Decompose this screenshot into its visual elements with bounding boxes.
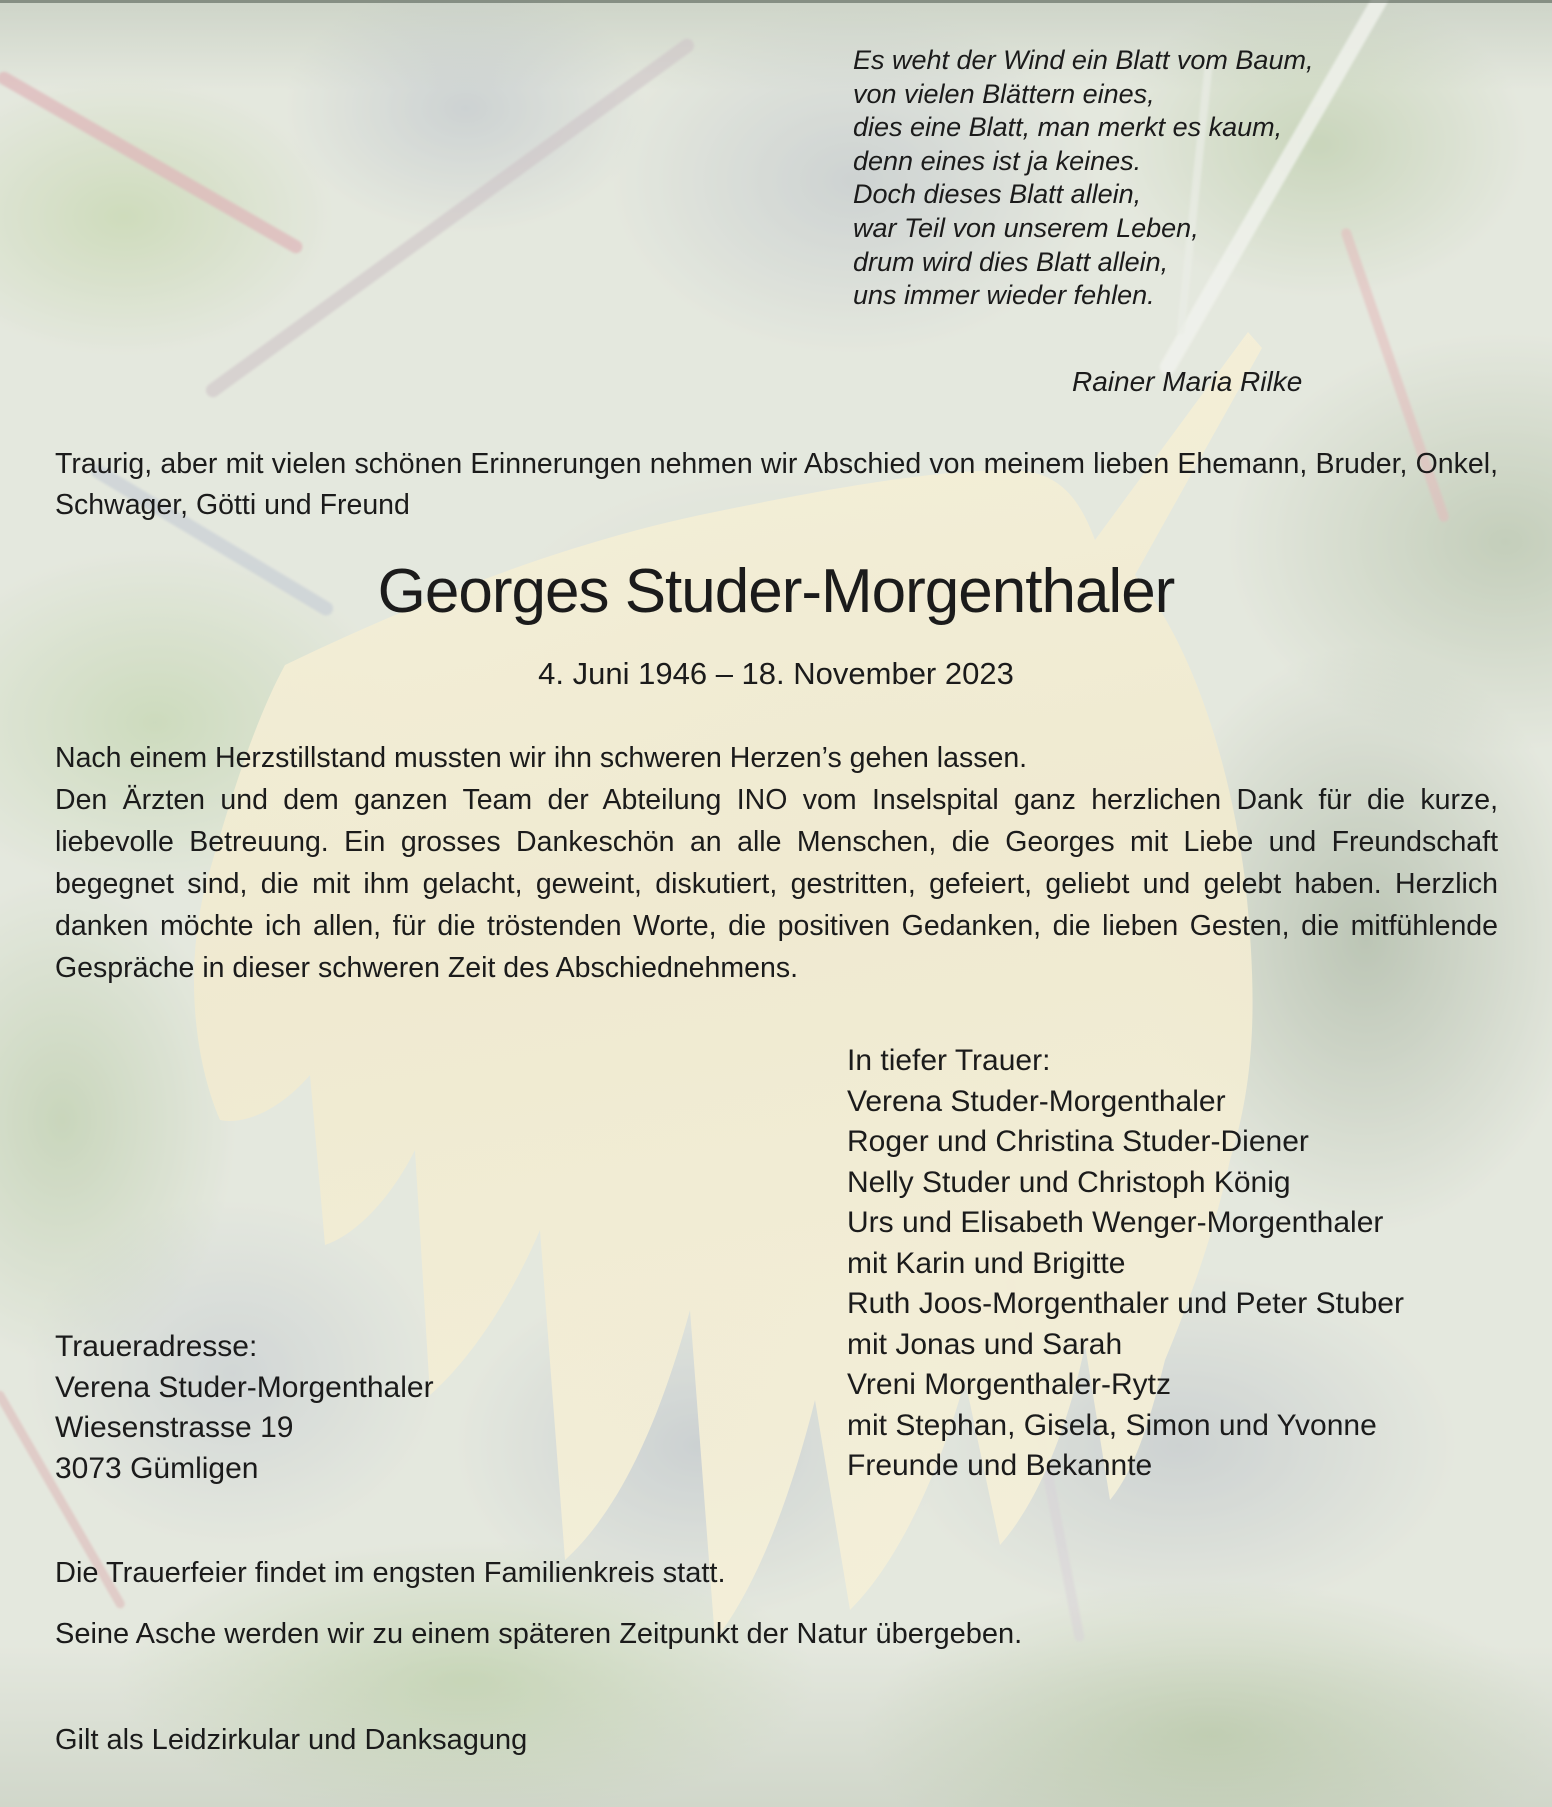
mourner-name: Urs und Elisabeth Wenger-Morgenthaler bbox=[847, 1206, 1384, 1239]
photo-top-edge bbox=[0, 0, 1552, 3]
mourner-name: mit Karin und Brigitte bbox=[847, 1246, 1126, 1280]
address-line: Verena Studer-Morgenthaler bbox=[55, 1370, 434, 1404]
address-line: Wiesenstrasse 19 bbox=[55, 1411, 294, 1444]
mourners-list bbox=[847, 1082, 1404, 1487]
poem-line: drum wird dies Blatt allein, bbox=[853, 246, 1169, 277]
mourners-heading: In tiefer Trauer: bbox=[847, 1044, 1051, 1077]
body-text bbox=[55, 737, 1498, 989]
poem-line: dies eine Blatt, man merkt es kaum, bbox=[853, 112, 1283, 143]
deceased-name: Georges Studer-Morgenthaler bbox=[377, 557, 1175, 626]
intro-paragraph: Traurig, aber mit vielen schönen Erinnerungen nehmen wir Abschied von meinem lieben Ehemann, Bruder, Onkel, Schwager, Götti und Freund bbox=[55, 448, 1498, 521]
poem bbox=[853, 44, 1313, 313]
ceremony-note: Die Trauerfeier findet im engsten Familienkreis statt. bbox=[55, 1557, 726, 1589]
address-lines bbox=[55, 1368, 434, 1490]
leidzirkular-note: Gilt als Leidzirkular und Danksagung bbox=[55, 1724, 528, 1756]
poem-line: uns immer wieder fehlen. bbox=[853, 280, 1155, 311]
poem-line: Doch dieses Blatt allein, bbox=[853, 179, 1142, 210]
address-line: 3073 Gümligen bbox=[55, 1451, 259, 1485]
poem-line: denn eines ist ja keines. bbox=[853, 145, 1142, 176]
poem-line: Es weht der Wind ein Blatt vom Baum, bbox=[853, 45, 1314, 75]
mourner-name: Nelly Studer und Christoph König bbox=[847, 1165, 1291, 1199]
ashes-note: Seine Asche werden wir zu einem späteren Zeitpunkt der Natur übergeben. bbox=[55, 1618, 1023, 1650]
address-heading: Traueradresse: bbox=[55, 1330, 258, 1363]
mourner-name: Vreni Morgenthaler-Rytz bbox=[847, 1368, 1172, 1401]
mourner-name: Freunde und Bekannte bbox=[847, 1449, 1153, 1482]
body-first-line: Nach einem Herzstillstand mussten wir ihn schweren Herzen’s gehen lassen. bbox=[55, 742, 1028, 774]
mourner-name: Ruth Joos-Morgenthaler und Peter Stuber bbox=[847, 1287, 1404, 1320]
mourner-name: mit Stephan, Gisela, Simon und Yvonne bbox=[847, 1408, 1377, 1442]
poem-line: war Teil von unserem Leben, bbox=[853, 212, 1199, 243]
mourner-name: mit Jonas und Sarah bbox=[847, 1327, 1123, 1361]
mourner-name: Verena Studer-Morgenthaler bbox=[847, 1084, 1226, 1118]
life-dates: 4. Juni 1946 – 18. November 2023 bbox=[538, 656, 1014, 691]
body-paragraph: Den Ärzten und dem ganzen Team der Abteilung INO vom Inselspital ganz herzlichen Dank für die kurze, liebevolle Betreuung. Ein grosses Dankeschön an alle Menschen, die Georges mit Liebe und Freundschaft begegnet sind, die mit ihm gelacht, geweint, diskutiert, gestritten, gefeiert, geliebt und gelebt haben. Herzlich danken möchte ich allen, für die tröstenden Worte, die positiven Gedanken, die lieben Gesten, die mitfühlende Gespräche in dieser schweren Zeit des Abschiednehmens. bbox=[55, 784, 1498, 984]
mourners-block bbox=[847, 1041, 1404, 1487]
poem-line: von vielen Blättern eines, bbox=[853, 78, 1155, 109]
mourning-address-block bbox=[55, 1327, 434, 1489]
poem-attribution: Rainer Maria Rilke bbox=[1072, 366, 1303, 397]
mourner-name: Roger und Christina Studer-Diener bbox=[847, 1125, 1309, 1158]
